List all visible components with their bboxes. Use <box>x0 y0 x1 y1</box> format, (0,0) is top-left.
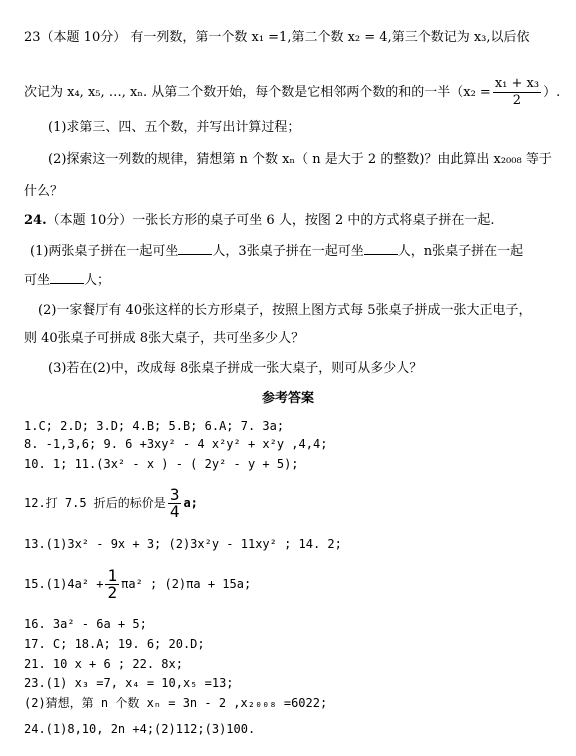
answer-12-text: 12.打 7.5 折后的标价是 <box>24 496 166 510</box>
q23-line2-end: ）. <box>543 85 561 100</box>
answer-line-5: 13.(1)3x² - 9x + 3; (2)3x²y - 11xy² ; 14. 2; <box>24 537 342 551</box>
answer-line-10: 23.(1) x₃ =7, x₄ = 10,x₅ =13; <box>24 676 234 690</box>
q23-fraction-numerator: x₁ + x₃ <box>494 76 540 91</box>
answer-line-8: 17. C; 18.A; 19. 6; 20.D; <box>24 637 205 651</box>
answer-15-denominator: 2 <box>107 583 118 602</box>
answers-title: 参考答案 <box>261 391 314 406</box>
q23-line1: 23（本题 10分） 有一列数，第一个数 x₁ =1,第二个数 x₂ = 4,第三个数记为 x₃,以后依 <box>24 30 530 45</box>
q23-fraction <box>493 76 541 109</box>
q24-part1-b: 人，3张桌子拼在一起可坐 <box>212 244 364 259</box>
q24-line1 <box>24 213 495 229</box>
answer-15-numerator: 1 <box>107 566 118 585</box>
q23-part2-cont: 什么？ <box>24 184 64 199</box>
answer-12-numerator: 3 <box>169 485 180 504</box>
q24-stem: （本题 10分）一张长方形的桌子可坐 6 人，按图 2 中的方式将桌子拼在一起. <box>46 213 495 228</box>
answer-15-text: 15.(1)4a² + <box>24 577 104 591</box>
q24-part2-cont: 则 40张桌子可拼成 8张大桌子，共可坐多少人？ <box>24 331 305 346</box>
q23-line2 <box>24 76 560 109</box>
answer-line-4 <box>24 487 198 520</box>
answer-15-end: πa² ; (2)πa + 15a; <box>121 577 252 591</box>
q24-part1-cont <box>24 271 110 289</box>
q24-part3: (3)若在(2)中，改成每 8张桌子拼成一张大桌子，则可从多少人？ <box>48 361 423 376</box>
answer-blank <box>50 271 84 284</box>
q24-part1-d: 可坐 <box>24 273 51 288</box>
answer-12-end: a; <box>183 496 198 510</box>
answer-15-fraction <box>105 568 119 601</box>
answer-blank <box>364 242 398 255</box>
q24-part1-a: (1)两张桌子拼在一起可坐 <box>30 244 179 259</box>
answer-line-3: 10. 1; 11.(3x² - x ) - ( 2y² - y + 5); <box>24 457 299 471</box>
q23-fraction-denominator: 2 <box>512 93 522 108</box>
q24-number: 24. <box>24 213 47 228</box>
answer-line-9: 21. 10 x + 6 ; 22. 8x; <box>24 657 183 671</box>
q24-part1-e: 人； <box>84 273 111 288</box>
q23-line2-text: 次记为 x₄, x₅, …, xₙ. 从第二个数开始，每个数是它相邻两个数的和的一半（x₂ = <box>24 85 491 100</box>
answer-line-12: 24.(1)8,10, 2n +4;(2)112;(3)100. <box>24 722 256 736</box>
answer-line-11: (2)猜想，第 n 个数 xₙ = 3n - 2 ,x₂₀₀₈ =6022; <box>24 696 328 710</box>
answer-line-2: 8. -1,3,6; 9. 6 +3xy² - 4 x²y² + x²y ,4,4; <box>24 437 328 451</box>
answer-12-fraction <box>168 487 182 520</box>
answer-blank <box>178 242 212 255</box>
q24-part2: (2)一家餐厅有 40张这样的长方形桌子，按照上图方式每 5张桌子拼成一张大正电子， <box>38 303 532 318</box>
q24-part1 <box>30 242 523 260</box>
q23-part1: (1)求第三、四、五个数，并写出计算过程； <box>48 120 301 135</box>
answer-line-1: 1.C; 2.D; 3.D; 4.B; 5.B; 6.A; 7. 3a; <box>24 419 285 433</box>
answer-line-6 <box>24 568 251 601</box>
answer-12-denominator: 4 <box>169 502 180 521</box>
q23-part2: (2)探索这一列数的规律，猜想第 n 个数 xₙ（ n 是大于 2 的整数)？由此算出 x₂₀₀₈ 等于 <box>48 152 552 167</box>
answer-line-7: 16. 3a² - 6a + 5; <box>24 617 147 631</box>
q24-part1-c: 人，n张桌子拼在一起 <box>397 244 524 259</box>
